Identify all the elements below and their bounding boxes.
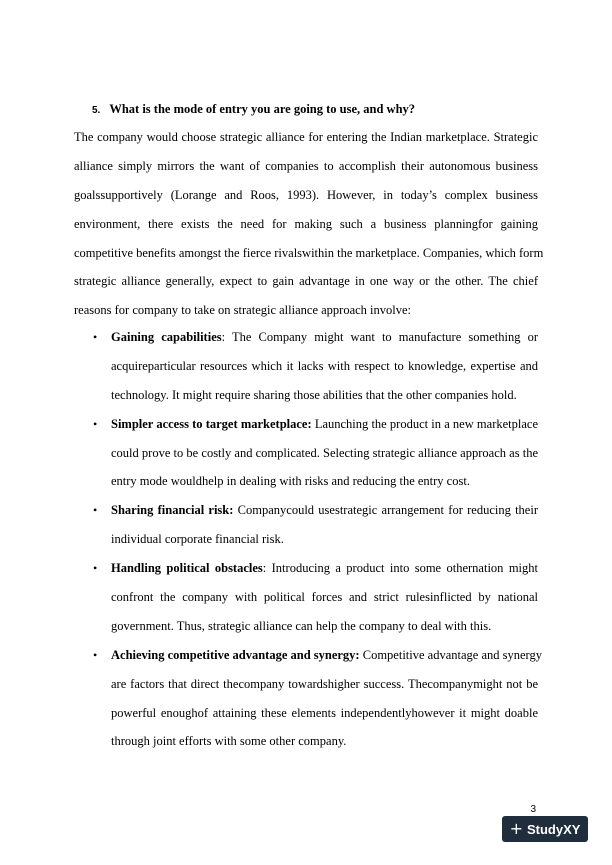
bullet-first-line	[111, 554, 538, 583]
bullet-title: Handling political obstacles	[111, 561, 263, 576]
bullet-text: Launching the product in a new marketplace	[311, 416, 539, 431]
brand-name: StudyXY	[526, 821, 581, 837]
paragraph-line: alliance simply mirrors the want of companies to accomplish their autonomous business	[74, 158, 538, 173]
intro-paragraph	[74, 123, 544, 325]
bullet-title: Sharing financial risk:	[111, 503, 234, 518]
paragraph-line: goalssupportively (Lorange and Roos, 1993). However, in today’s complex business	[74, 187, 538, 202]
list-item	[93, 410, 538, 497]
question-heading	[92, 102, 415, 117]
bullet-line: entry mode wouldhelp in dealing with risks and reducing the entry cost.	[111, 474, 470, 489]
reasons-list	[93, 323, 542, 756]
paragraph-line: strategic alliance generally, expect to gain advantage in one way or the other. The chief	[74, 274, 538, 289]
paragraph-line: environment, there exists the need for making such a business planningfor gaining	[74, 216, 538, 231]
bullet-line: acquireparticular resources which it lacks with respect to knowledge, expertise and	[111, 358, 538, 373]
bullet-icon: •	[93, 503, 98, 518]
bullet-text: Companycould usestrategic arrangement for reducing their	[233, 503, 538, 518]
bullet-line: government. Thus, strategic alliance can help the company to deal with this.	[111, 618, 492, 633]
bullet-icon: •	[93, 330, 98, 344]
bullet-line: could prove to be costly and complicated. Selecting strategic alliance approach as the	[111, 445, 538, 460]
bullet-title: Gaining capabilities	[111, 330, 222, 344]
bullet-text: Competitive advantage and synergy	[359, 647, 542, 662]
bullet-line: confront the company with political forces and strict rulesinflicted by national	[111, 590, 538, 605]
question-text: What is the mode of entry you are going to use, and why?	[109, 102, 416, 116]
page-number: 3	[530, 804, 536, 815]
bullet-first-line	[111, 496, 538, 525]
bullet-first-line	[111, 323, 538, 352]
bullet-title: Achieving competitive advantage and synergy:	[111, 647, 360, 662]
list-item	[93, 554, 538, 641]
paragraph-line: reasons for company to take on strategic alliance approach involve:	[74, 303, 412, 318]
list-item	[93, 641, 542, 757]
bullet-icon: •	[93, 647, 98, 662]
bullet-first-line	[111, 410, 538, 439]
list-item	[93, 323, 538, 410]
bullet-line: technology. It might require sharing those abilities that the other companies hold.	[111, 387, 517, 402]
bullet-icon: •	[93, 416, 98, 431]
bullet-line: are factors that direct thecompany towardshigher success. Thecompanymight not be	[111, 676, 538, 691]
plus-icon: +	[509, 819, 523, 838]
bullet-icon: •	[93, 561, 98, 576]
bullet-title: Simpler access to target marketplace:	[111, 416, 312, 431]
bullet-text: : The Company might want to manufacture something or	[221, 330, 538, 344]
bullet-line: through joint efforts with some other company.	[111, 734, 347, 749]
bullet-first-line	[111, 641, 542, 670]
bullet-line: individual corporate financial risk.	[111, 532, 284, 547]
bullet-line: powerful enoughof attaining these elements independentlyhowever it might doable	[111, 705, 538, 720]
studyxy-watermark-badge	[502, 816, 588, 842]
list-item	[93, 496, 538, 554]
paragraph-line: The company would choose strategic alliance for entering the Indian marketplace. Strategic	[74, 130, 538, 144]
bullet-text: : Introducing a product into some othernation might	[262, 561, 538, 576]
paragraph-line: competitive benefits amongst the fierce rivalswithin the marketplace. Companies, which form	[74, 245, 544, 260]
question-number: 5.	[92, 105, 101, 116]
